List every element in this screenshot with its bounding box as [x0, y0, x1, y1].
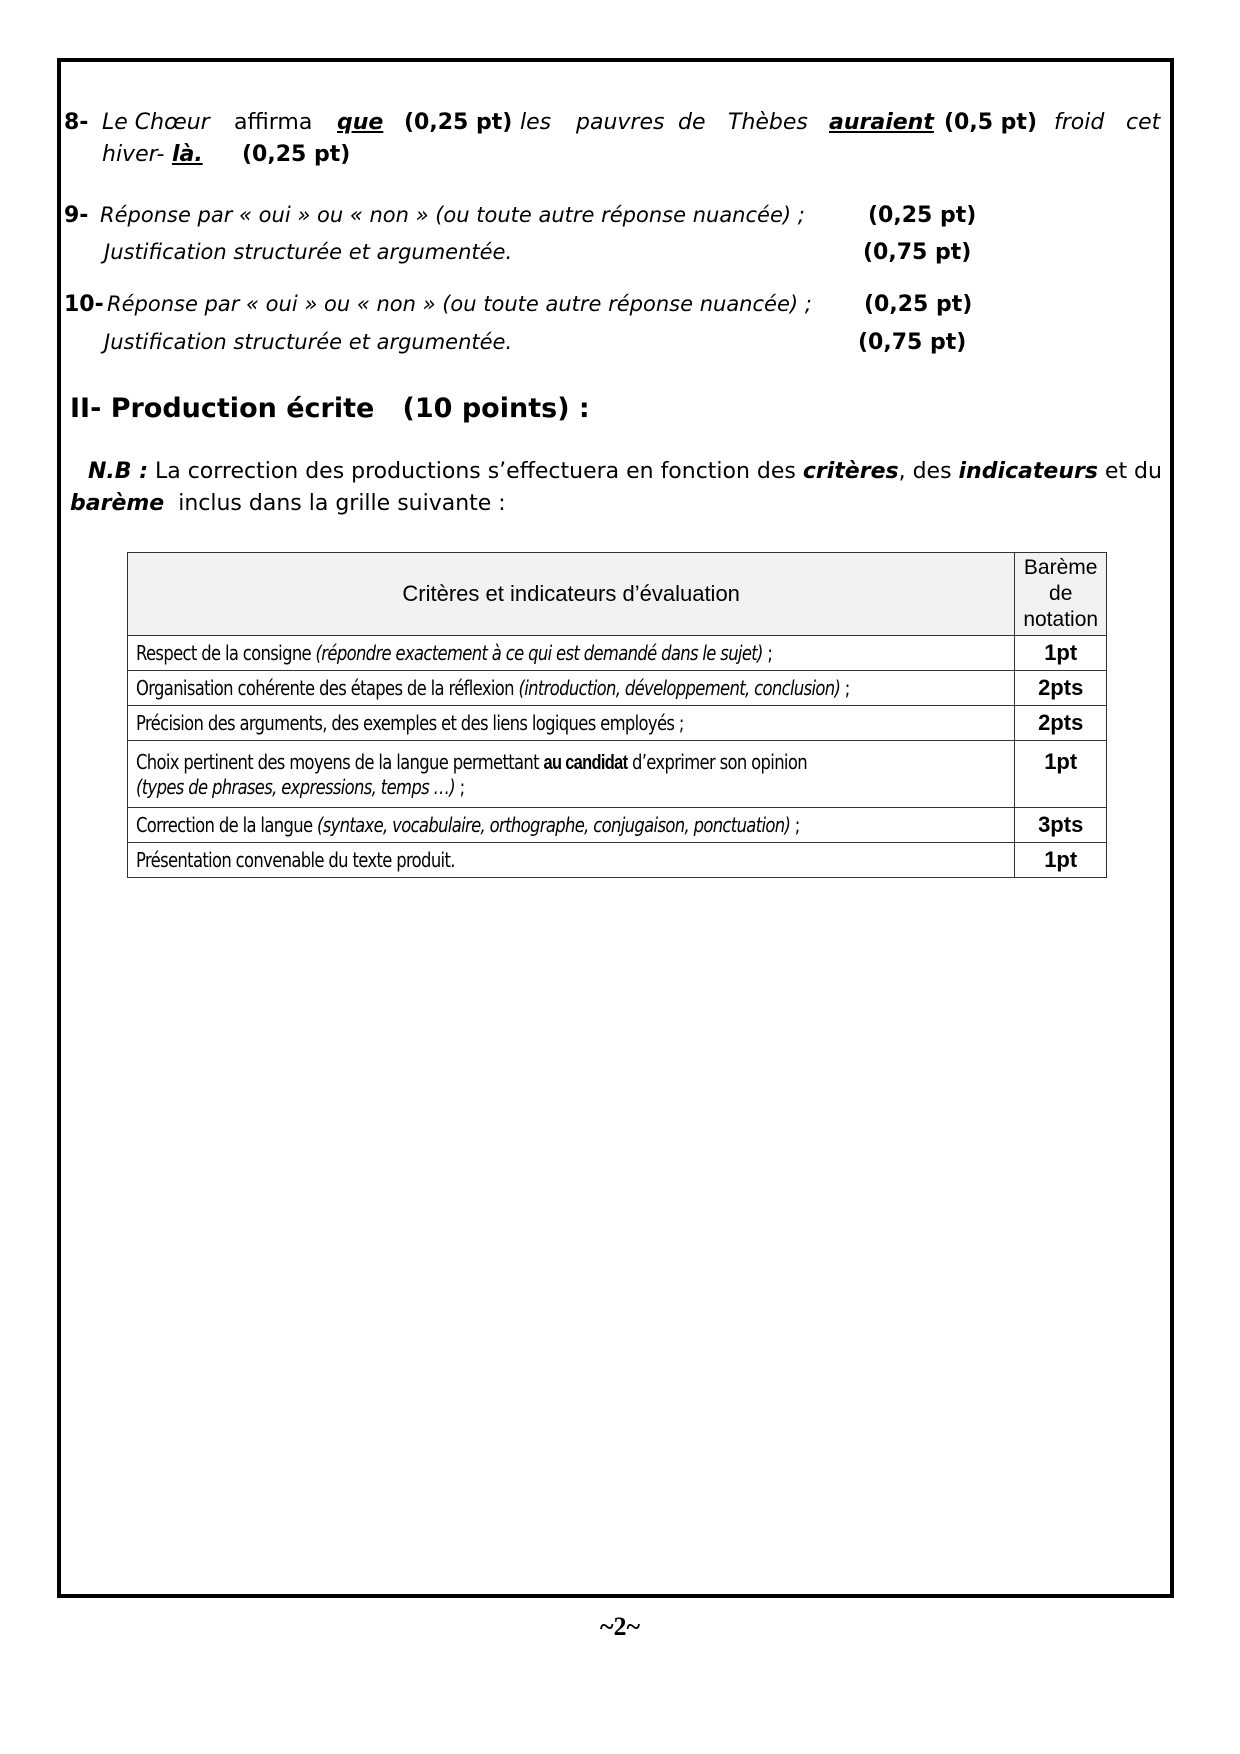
grid-criterion: [128, 706, 1015, 741]
question-8-number: 8-: [64, 110, 89, 135]
criterion-text: Respect de la consigne: [136, 641, 316, 665]
nb-rest: inclus dans la grille suivante :: [178, 491, 506, 516]
grid-points: 1pt: [1015, 843, 1107, 878]
page-number: ~2~: [599, 1612, 641, 1641]
question-10-answer: Réponse par « oui » ou « non » (ou toute autre réponse nuancée) ;: [107, 292, 812, 316]
table-row: [128, 741, 1107, 808]
q8-auraient-keyword: auraient: [829, 110, 934, 135]
nb-label: N.B :: [88, 459, 148, 484]
criterion-text: Choix pertinent des moyens de la langue permettant: [136, 749, 544, 774]
criterion-end: ;: [762, 641, 773, 665]
q8-la-keyword: là.: [172, 142, 203, 167]
criterion-bold: au candidat: [543, 751, 628, 774]
nb-indicateurs-keyword: indicateurs: [958, 459, 1098, 484]
question-9-answer-points: (0,25 pt): [868, 203, 977, 228]
nb-line-2: [70, 488, 1162, 520]
question-10-number: 10-: [64, 292, 104, 317]
table-row: [128, 636, 1107, 671]
q8-word: Le Chœur: [102, 110, 210, 135]
grid-criterion: [128, 843, 1015, 878]
q8-points-3: (0,25 pt): [242, 142, 351, 167]
section-title: [70, 393, 590, 424]
nb-word: correction: [187, 459, 299, 484]
section-title-text: II- Production écrite: [70, 393, 375, 424]
table-row: [128, 808, 1107, 843]
q8-word: affirma: [234, 110, 313, 135]
question-9-answer: Réponse par « oui » ou « non » (ou toute autre réponse nuancée) ;: [100, 203, 805, 227]
criterion-text: Correction de la langue: [136, 813, 317, 837]
table-row: [128, 843, 1107, 878]
grid-points: 1pt: [1015, 636, 1107, 671]
criterion-text-2: d’exprimer son opinion: [627, 749, 807, 774]
criterion-end: ;: [840, 676, 850, 700]
question-10-justification: Justification structurée et argumentée.: [104, 330, 513, 354]
question-9-number: 9-: [64, 203, 89, 228]
question-10-justification-points: (0,75 pt): [858, 330, 967, 355]
grid-criterion: [128, 808, 1015, 843]
q8-points-2: (0,5 pt): [944, 110, 1038, 135]
nb-criteres-keyword: critères: [802, 459, 899, 484]
nb-bareme-keyword: barème: [70, 491, 165, 516]
grid-points: 2pts: [1015, 706, 1107, 741]
q8-word: cet: [1126, 110, 1161, 135]
q8-word: les: [520, 110, 552, 135]
grid-points: 1pt: [1015, 741, 1107, 808]
q8-points-1: (0,25 pt): [404, 110, 513, 135]
criterion-detail: (répondre exactement à ce qui est demandé dans le sujet): [315, 641, 763, 665]
section-title-points: (10 points) :: [402, 393, 590, 424]
question-9-justification-points: (0,75 pt): [863, 240, 972, 265]
criterion-detail: (syntaxe, vocabulaire, orthographe, conjugaison, ponctuation): [316, 813, 791, 837]
q8-que-keyword: que: [337, 110, 384, 135]
evaluation-grid: [127, 552, 1107, 878]
grid-points: 2pts: [1015, 671, 1107, 706]
nb-word: en: [626, 459, 654, 484]
nb-word: du: [1134, 459, 1162, 484]
criterion-detail: (types de phrases, expressions, temps …): [136, 774, 456, 799]
q8-word: hiver-: [102, 142, 165, 167]
nb-comma: ,: [898, 459, 906, 484]
grid-header-criteria: Critères et indicateurs d’évaluation: [128, 553, 1015, 636]
nb-word: La: [154, 459, 181, 484]
question-10-answer-points: (0,25 pt): [864, 292, 973, 317]
nb-word: des: [912, 459, 952, 484]
nb-paragraph: [70, 456, 1162, 520]
grid-points: 3pts: [1015, 808, 1107, 843]
grid-criterion: [128, 741, 1015, 808]
table-row: [128, 671, 1107, 706]
grid-criterion: [128, 636, 1015, 671]
nb-word: des: [305, 459, 345, 484]
criterion-detail: (introduction, développement, conclusion): [518, 676, 841, 700]
criterion-text: Précision des arguments, des exemples et des liens logiques employés ;: [136, 711, 684, 735]
table-row: [128, 706, 1107, 741]
grid-header-scale: Barème de notation: [1015, 553, 1107, 636]
q8-word: de: [678, 110, 706, 135]
criterion-end: ;: [455, 774, 465, 799]
nb-word: s’effectuera: [487, 459, 620, 484]
q8-word: pauvres: [576, 110, 665, 135]
nb-word: productions: [351, 459, 481, 484]
criterion-text: Présentation convenable du texte produit.: [136, 848, 455, 872]
nb-word: des: [756, 459, 796, 484]
nb-word: et: [1104, 459, 1128, 484]
question-9-justification: Justification structurée et argumentée.: [104, 240, 513, 264]
q8-word: froid: [1054, 110, 1105, 135]
grid-header-row: [128, 553, 1107, 636]
criterion-end: ;: [790, 813, 800, 837]
nb-word: fonction: [660, 459, 750, 484]
q8-word: Thèbes: [728, 110, 808, 135]
grid-criterion: [128, 671, 1015, 706]
nb-line-1: [70, 456, 1162, 488]
criterion-text: Organisation cohérente des étapes de la réflexion: [136, 676, 519, 700]
